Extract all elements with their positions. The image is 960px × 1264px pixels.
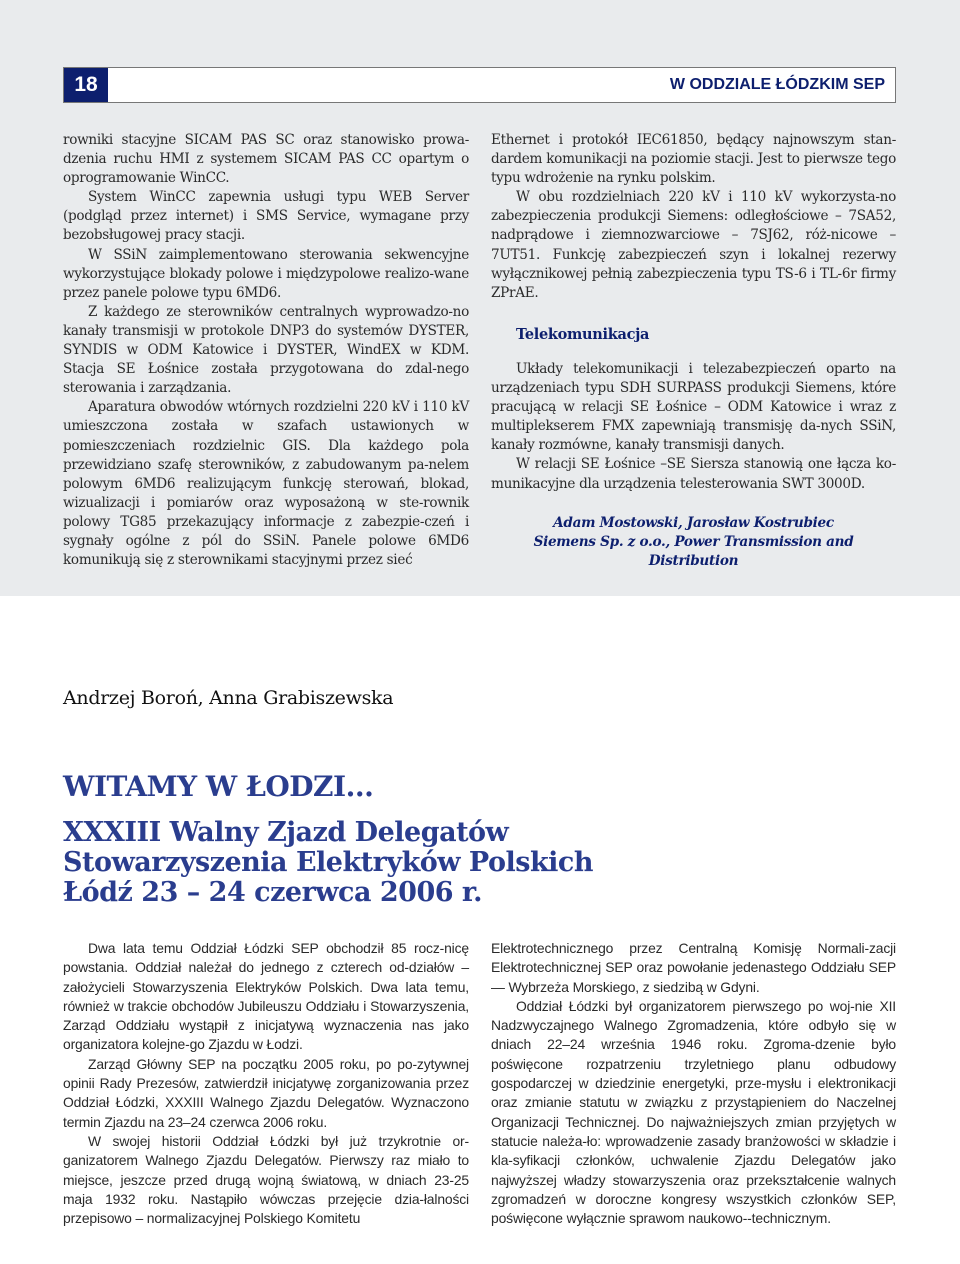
authors-affiliation: Siemens Sp. z o.o., Power Transmission and Distribution (533, 533, 854, 569)
paragraph: Dwa lata temu Oddział Łódzki SEP obchodził 85 rocz-nicę powstania. Oddział należał do jednego z czterech od-działów – założycieli Stowarzyszenia Elektryków Polskich. Dwa lata temu, również w trakcie obchodów Jubileuszu Oddziału i Stowarzyszenia, Zarząd Oddziału wystąpił z inicjatywą wyznaczenia nas jako organizatora kolejne-go Zjazdu w Łodzi. (63, 940, 469, 1053)
article1-column-left (63, 131, 469, 570)
article2-headline: WITAMY W ŁODZI... (63, 770, 374, 803)
article2-authors: Andrzej Boroń, Anna Grabiszewska (63, 687, 394, 709)
paragraph: W obu rozdzielniach 220 kV i 110 kV wykorzysta-no zabezpieczenia produkcji Siemens: odległościowe – 7SA52, nadprądowe i ziemnozwarciowe – 7SJ62, róż-nicowe – 7UT51. Funkcję zabezpieczeń szyn i lokalnej rezerwy wyłącznikowej pełnią zabezpieczenia typu TS-6 i TL-6r firmy ZPrAE. (491, 189, 896, 301)
article2-subheadline: Stowarzyszenia Elektryków Polskich (63, 847, 594, 878)
paragraph: W swojej historii Oddział Łódzki był już trzykrotnie or-ganizatorem Walnego Zjazdu Delegatów. Pierwszy raz miało to miejsce, jeszcze przed drugą wojną światową, w dniach 23-25 maja 1932 roku. Nastąpiło wówczas przejęcie dzia-łalności przepisowo – normalizacyjnej Polskiego Komitetu (63, 1132, 469, 1227)
page-number: 18 (64, 68, 108, 102)
paragraph: rowniki stacyjne SICAM PAS SC oraz stanowisko prowa-dzenia ruchu HMI z systemem SICAM PAS CC opartym o oprogramowanie WinCC. (63, 132, 469, 187)
paragraph: Z każdego ze sterowników centralnych wyprowadzo-no kanały transmisji w protokole DNP3 do systemów DYSTER, SYNDIS w ODM Katowice i DYSTER, WindEX w KDM. Stacja SE Łośnice została przygotowana do zdal-nego sterowania i zarządzania. (63, 303, 469, 397)
article2-column-right (491, 939, 896, 1228)
page-header (63, 67, 896, 103)
authors-names: Adam Mostowski, Jarosław Kostrubiec (553, 514, 834, 531)
subheading-telekomunikacja: Telekomunikacja (516, 325, 650, 343)
paragraph: W relacji SE Łośnice –SE Siersza stanowią one łącza ko-munikacyjne dla urządzenia telesterowania SWT 3000D. (491, 456, 896, 492)
article2-subheadline: XXXIII Walny Zjazd Delegatów (63, 817, 509, 848)
paragraph: System WinCC zapewnia usługi typu WEB Server (podgląd przez internet) i SMS Service, wymagane przy bezobsługowej pracy stacji. (63, 189, 469, 244)
paragraph: Aparatura obwodów wtórnych rozdzielni 220 kV i 110 kV umieszczona została w szafach ustawionych w pomieszczeniach rozdzielnic GIS. Dla każdego pola przewidziano szafę sterowników, z zabudowanym pa-nelem polowym 6MD6 realizującym funkcję sterowań, blokad, wizualizacji i pomiarów oraz wyposażoną w ste-rownik polowy TG85 przekazujący informacje z zabezpie-czeń i sygnały ogólne z pól do SSiN. Panele polowe 6MD6 komunikują się z sterownikami stacyjnymi przez sieć (63, 399, 469, 569)
section-title: W ODDZIALE ŁÓDZKIM SEP (669, 76, 885, 93)
paragraph: Ethernet i protokół IEC61850, będący najnowszym stan-dardem komunikacji na poziomie stacji. Jest to pierwsze tego typu wdrożenie na rynku polskim. (491, 132, 896, 187)
paragraph: Elektrotechnicznego przez Centralną Komisję Normali-zacji Elektrotechnicznej SEP oraz powołanie jedenastego Oddziału SEP — Wybrzeża Morskiego, z siedzibą w Gdyni. (491, 940, 896, 995)
article2-subheadline: Łódź 23 – 24 czerwca 2006 r. (63, 877, 483, 908)
paragraph: W SSiN zaimplementowano sterowania sekwencyjne wykorzystujące blokady polowe i międzypolowe realizo-wane przez panele polowe typu 6MD6. (63, 246, 469, 301)
paragraph: Oddział Łódzki był organizatorem pierwszego po woj-nie XII Nadzwyczajnego Walnego Zgromadzenia, które odbyło się w dniach 22–24 września 1946 roku. Zgroma-dzenie było poświęcone rozpatrzeniu trzyletniego planu odbudowy gospodarczej w dziedzinie energetyki, prze-mysłu i elektronikacji oraz zmianie statutu w związku z przystąpieniem do Naczelnej Organizacji Technicznej. Do najważniejszych zmian przyjętych w statucie należa-ło: wprowadzenie zasady branżowości w składzie i kla-syfikacji członków, uchwalenie Zjazdu Delegatów jako najwyższej władzy stowarzyszenia oraz przekształcenie walnych zgromadzeń w doroczne kongresy wszystkich członków SEP, poświęcone wyłącznie sprawom naukowo--technicznym. (491, 997, 896, 1227)
article2-column-left (63, 939, 469, 1228)
paragraph: Zarząd Główny SEP na początku 2005 roku, po po-zytywnej opinii Rady Prezesów, zatwierdził inicjatywę zorganizowania przez Oddział Łódzki, XXXIII Walnego Zjazdu Delegatów. Wyznaczono termin Zjazdu na 23–24 czerwca 2006 roku. (63, 1055, 469, 1130)
article1-authors (491, 514, 896, 571)
paragraph: Układy telekomunikacji i telezabezpieczeń oparto na urządzeniach typu SDH SURPASS produkcji Siemens, które pracującą w relacji SE Łośnice – ODM Katowice i wraz z multiplekserem FMX zapewniają transmisję da-nych SSiN, kanały rozmówne, kanały transmisji danych. (491, 360, 896, 454)
article1-column-right (491, 131, 896, 571)
